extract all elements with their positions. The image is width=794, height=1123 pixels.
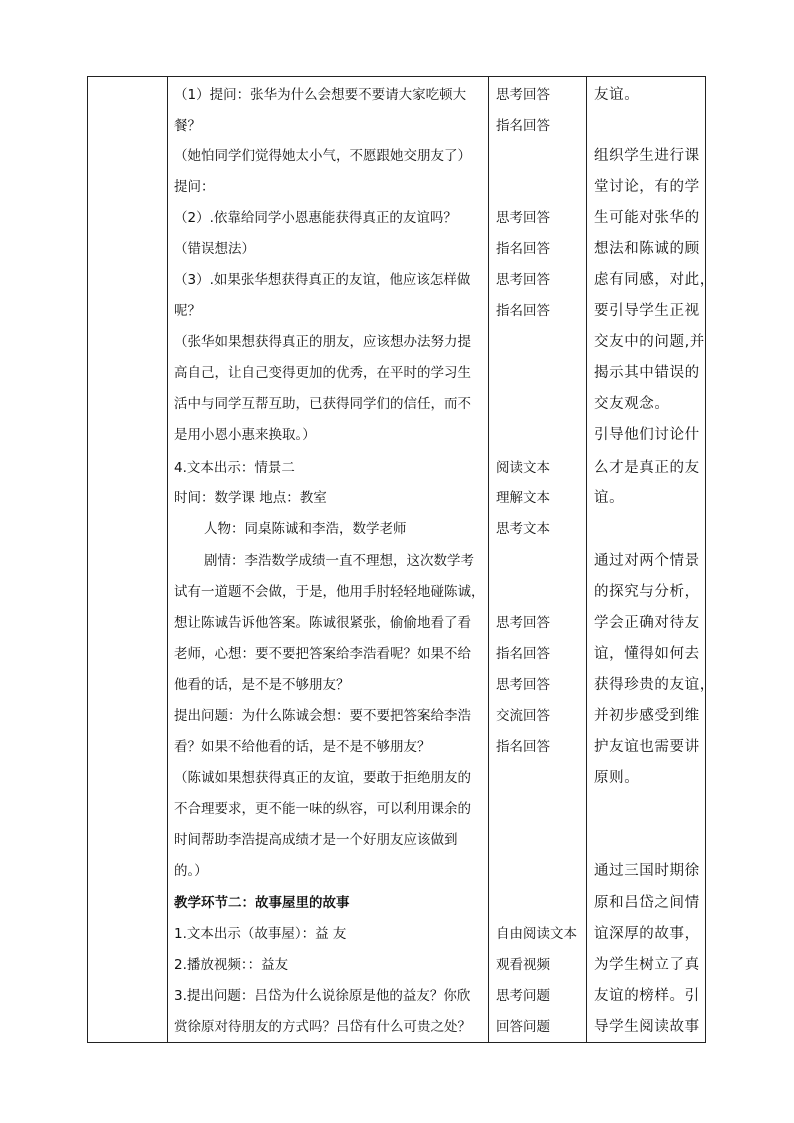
intent-line: 想法和陈诚的顾: [594, 241, 700, 257]
activity-line: 思考回答: [496, 87, 550, 103]
intent-line: 谊深厚的故事，: [594, 926, 700, 942]
intent-line: 通过对两个情景: [594, 553, 700, 569]
content-line: （2）.依靠给同学小恩惠能获得真正的友谊吗？: [174, 210, 457, 226]
activity-line: 指名回答: [496, 118, 550, 134]
intent-line: 的探究与分析，: [594, 584, 700, 600]
intent-line: 友谊的榜样。引: [594, 988, 700, 1004]
content-line: 看？如果不给他看的话，是不是不够朋友？: [174, 739, 431, 755]
content-line: 高自己，让自己变得更加的优秀，在平时的学习生: [174, 365, 471, 381]
column-divider: [586, 77, 587, 1042]
student-activity-column: [496, 77, 584, 1042]
intent-line: 护友谊也需要讲: [594, 739, 700, 755]
intent-line: 谊。: [594, 490, 625, 506]
teaching-content-column: [174, 77, 486, 1042]
content-line: （3）.如果张华想获得真正的友谊，他应该怎样做: [174, 272, 471, 288]
intent-line: 组织学生进行课: [594, 148, 700, 164]
content-line: 人物：同桌陈诚和李浩，数学老师: [204, 521, 407, 537]
activity-line: 指名回答: [496, 646, 550, 662]
content-line: 提问：: [174, 179, 215, 195]
intent-line: 为学生树立了真: [594, 957, 700, 973]
content-line: 试有一道题不会做，于是，他用手肘轻轻地碰陈诚，: [174, 584, 485, 600]
column-divider: [167, 77, 168, 1042]
intent-line: 么才是真正的友: [594, 460, 700, 476]
content-line: （她怕同学们觉得她太小气，不愿跟她交朋友了）: [174, 148, 471, 164]
activity-line: 指名回答: [496, 303, 550, 319]
intent-line: 通过三国时期徐: [594, 863, 700, 879]
design-intent-column: [594, 77, 715, 1042]
activity-line: 理解文本: [496, 490, 550, 506]
activity-line: 回答问题: [496, 1019, 550, 1035]
content-line: （张华如果想获得真正的朋友，应该想办法努力提: [174, 334, 471, 350]
content-line: 时间帮助李浩提高成绩才是一个好朋友应该做到: [174, 832, 458, 848]
intent-line: 揭示其中错误的: [594, 365, 700, 381]
intent-line: 友谊。: [594, 87, 640, 103]
activity-line: 指名回答: [496, 241, 550, 257]
content-line: 他看的话，是不是不够朋友？: [174, 677, 350, 693]
activity-line: 指名回答: [496, 739, 550, 755]
content-line: 活中与同学互帮互助，已获得同学们的信任，而不: [174, 396, 471, 412]
activity-line: 思考回答: [496, 210, 550, 226]
content-line: 2.播放视频：：益友: [174, 957, 289, 973]
intent-line: 堂讨论，有的学: [594, 179, 700, 195]
intent-line: 交友观念。: [594, 396, 670, 412]
activity-line: 思考问题: [496, 988, 550, 1004]
column-divider: [488, 77, 489, 1042]
stage-column: [88, 77, 167, 1042]
content-line: 想让陈诚告诉他答案。陈诚很紧张，偷偷地看了看: [174, 615, 471, 631]
content-line: 的。）: [174, 863, 208, 879]
intent-line: 原和吕岱之间情: [594, 895, 700, 911]
content-line: （错误想法）: [174, 241, 255, 257]
activity-line: 思考回答: [496, 677, 550, 693]
content-line: 老师，心想：要不要把答案给李浩看呢？如果不给: [174, 646, 471, 662]
activity-line: 思考回答: [496, 615, 550, 631]
activity-line: 思考回答: [496, 272, 550, 288]
activity-line: 交流回答: [496, 708, 550, 724]
content-line: 提出问题：为什么陈诚会想：要不要把答案给李浩: [174, 708, 471, 724]
activity-line: 自由阅读文本: [496, 926, 577, 942]
intent-line: 要引导学生正视: [594, 303, 700, 319]
intent-line: 虑有同感，对此，: [594, 272, 715, 288]
content-line: 4.文本出示：情景二: [174, 460, 295, 476]
intent-line: 谊，懂得如何去: [594, 646, 700, 662]
intent-line: 学会正确对待友: [594, 615, 700, 631]
intent-line: 获得珍贵的友谊，: [594, 677, 715, 693]
content-line: 餐？: [174, 118, 201, 134]
activity-line: 观看视频: [496, 957, 550, 973]
content-line: 1.文本出示（故事屋）：益 友: [174, 926, 347, 942]
content-line: 3.提出问题：吕岱为什么说徐原是他的益友？你欣: [174, 988, 471, 1004]
content-line: （1）提问：张华为什么会想要不要请大家吃顿大: [174, 87, 467, 103]
intent-line: 并初步感受到维: [594, 708, 700, 724]
content-line: 时间：数学课 地点：教室: [174, 490, 327, 506]
intent-line: 导学生阅读故事: [594, 1019, 700, 1035]
activity-line: 思考文本: [496, 521, 550, 537]
content-line: 赏徐原对待朋友的方式吗？吕岱有什么可贵之处？: [174, 1019, 471, 1035]
content-line: 呢？: [174, 303, 201, 319]
intent-line: 引导他们讨论什: [594, 427, 700, 443]
intent-line: 交友中的问题,并: [594, 334, 705, 350]
intent-line: 生可能对张华的: [594, 210, 700, 226]
content-line: 不合理要求，更不能一味的纵容，可以利用课余的: [174, 801, 471, 817]
section-heading: 教学环节二：故事屋里的故事: [174, 895, 350, 911]
content-line: 剧情：李浩数学成绩一直不理想，这次数学考: [204, 553, 474, 569]
activity-line: 阅读文本: [496, 460, 550, 476]
intent-line: 原则。: [594, 770, 640, 786]
content-line: （陈诚如果想获得真正的友谊，要敢于拒绝朋友的: [174, 770, 471, 786]
lesson-plan-table: [87, 76, 715, 1043]
content-line: 是用小恩小惠来换取。）: [174, 427, 316, 443]
